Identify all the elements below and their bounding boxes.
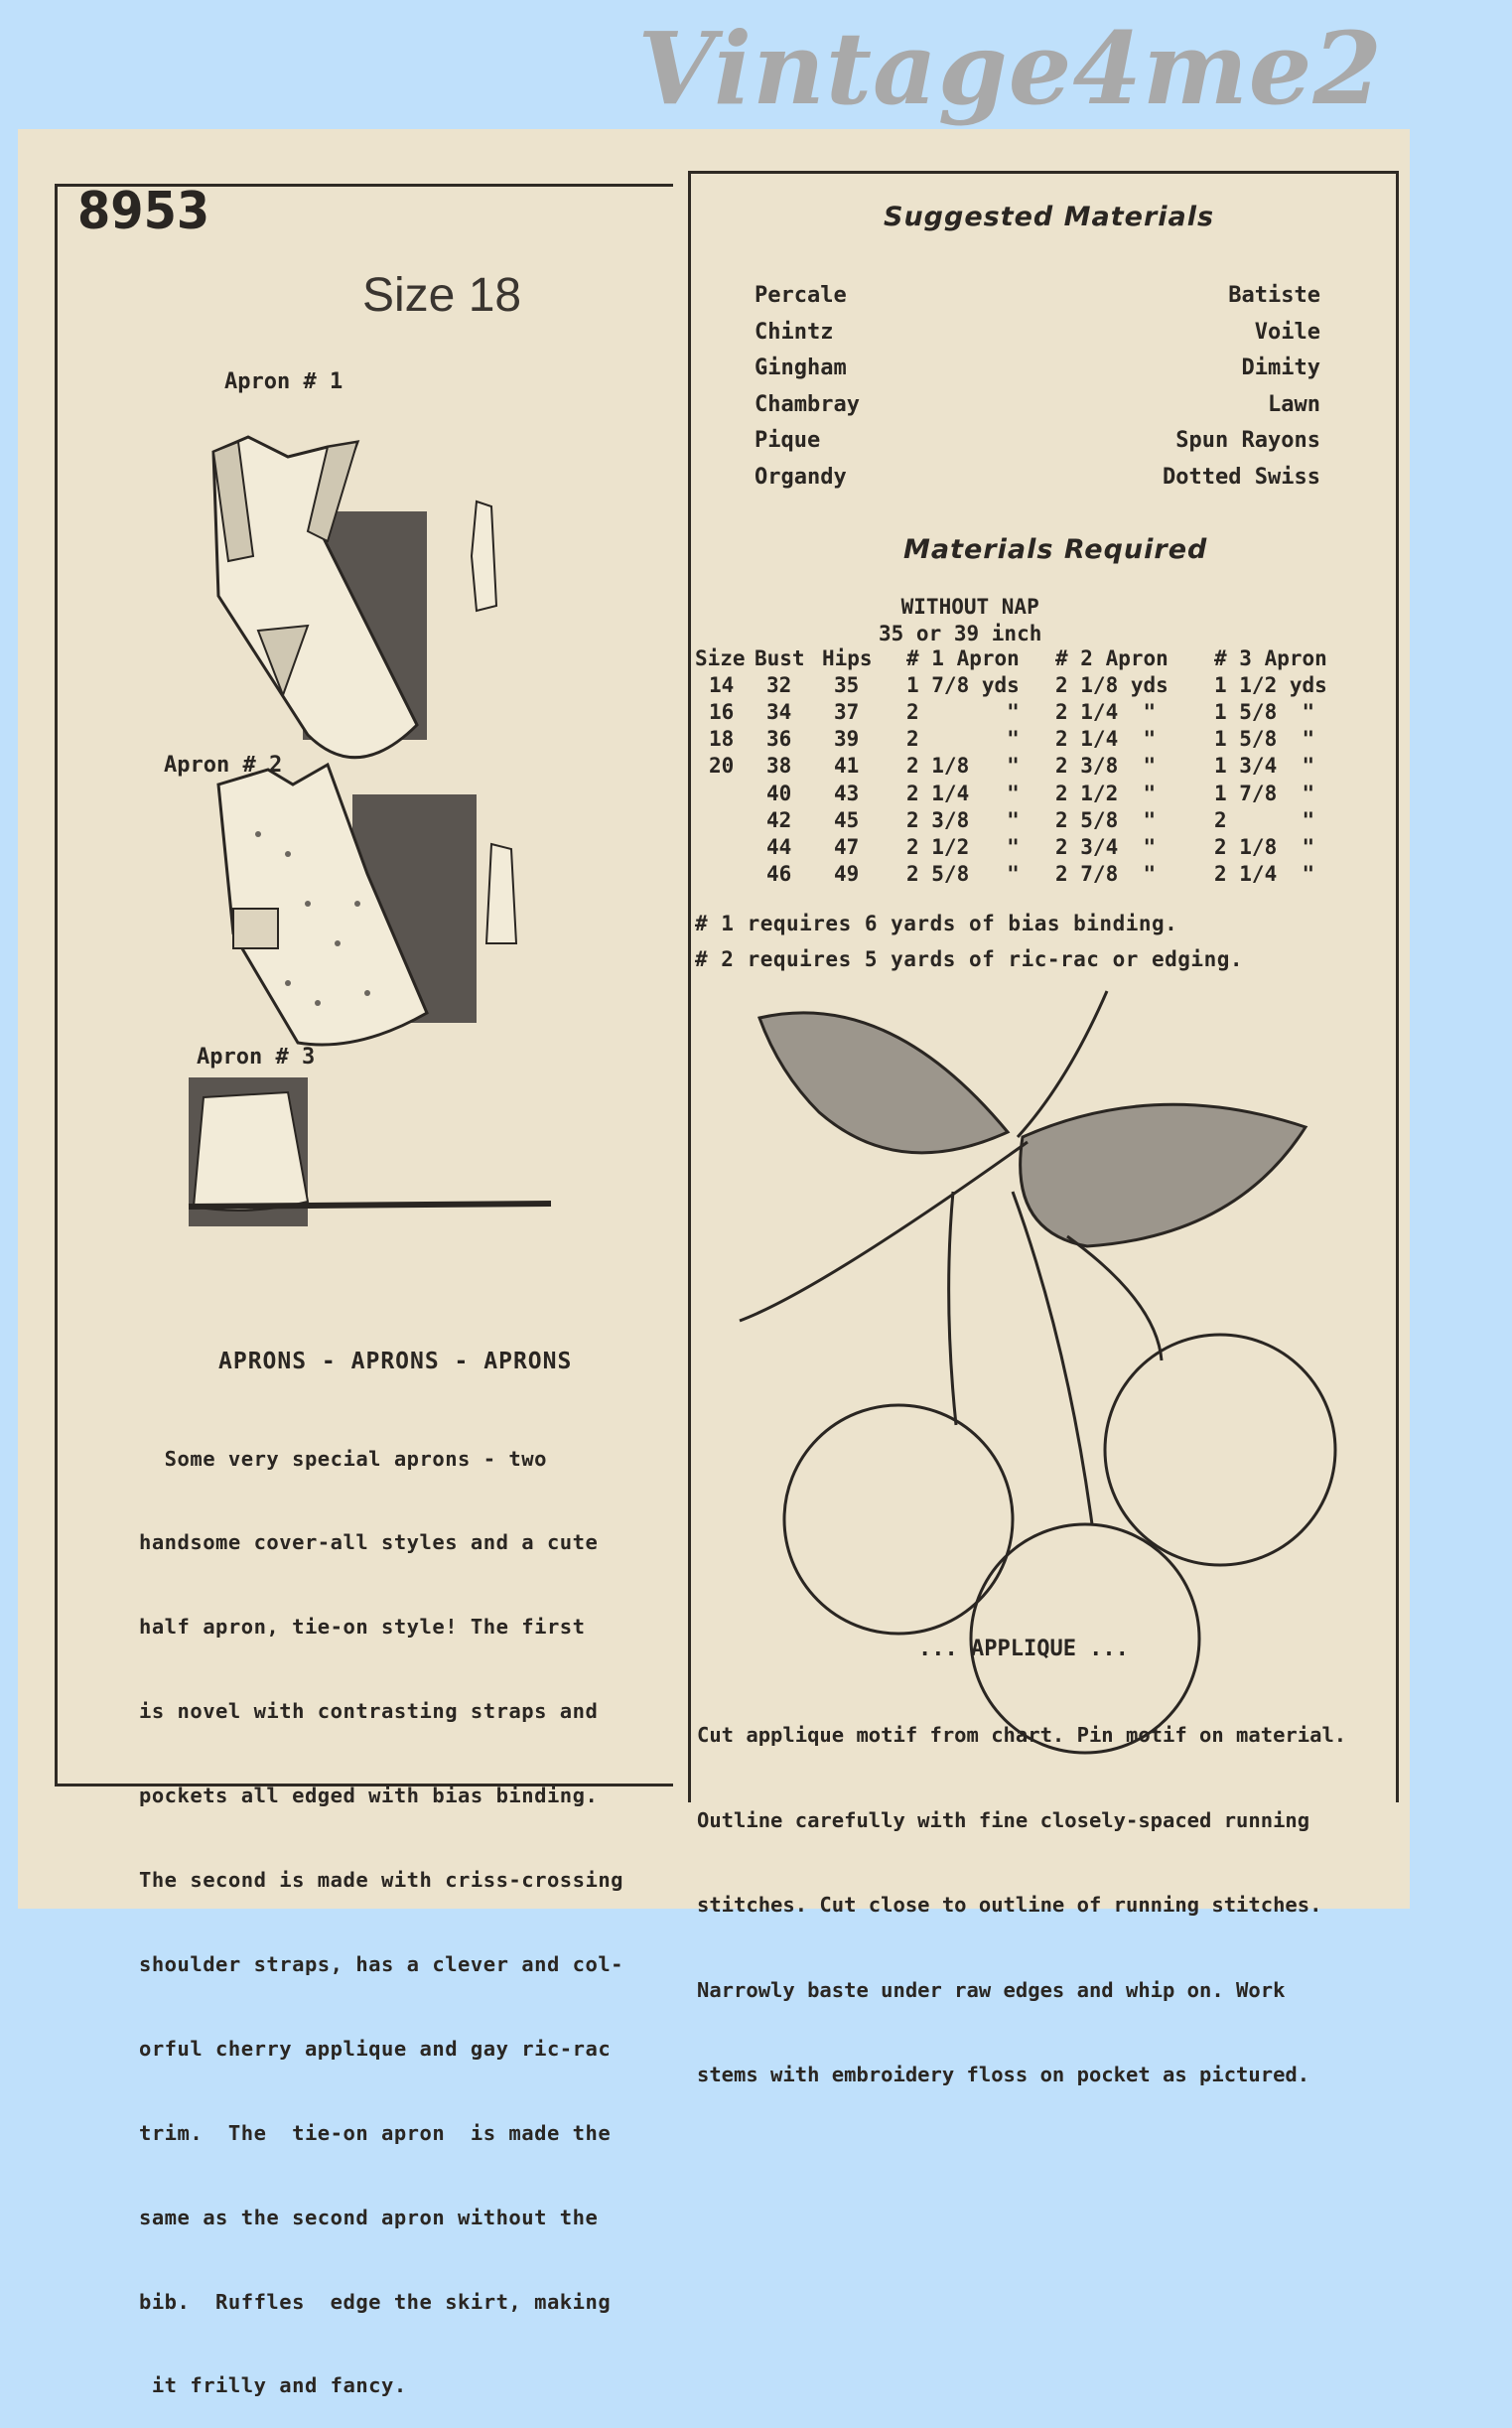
fabric-list-right	[1112, 278, 1320, 496]
table-row: 18 36 39 2 " 2 1/4 " 1 5/8 "	[709, 727, 1315, 752]
instruction-line: Narrowly baste under raw edges and whip on. Work	[697, 1977, 1286, 2002]
fabric-item: Chambray	[755, 391, 860, 417]
nap-subtitle: WITHOUT NAP	[900, 595, 1039, 619]
table-row: 44 47 2 1/2 " 2 3/4 " 2 1/8 "	[766, 834, 1315, 859]
header-apron-1: # 1 Apron	[906, 645, 1020, 670]
size-label: Size 18	[362, 269, 522, 322]
fabric-item: Voile	[1254, 319, 1320, 345]
suggested-materials-heading: Suggested Materials	[884, 202, 1215, 232]
description-title: APRONS - APRONS - APRONS	[218, 1349, 573, 1374]
description-line: Some very special aprons - two	[139, 1446, 547, 1471]
pattern-number: 8953	[77, 182, 210, 241]
fabric-width-subtitle: 35 or 39 inch	[879, 622, 1042, 645]
ric-rac-note: # 2 requires 5 yards of ric-rac or edging.	[695, 947, 1244, 971]
fabric-item: Dotted Swiss	[1163, 464, 1320, 490]
description-line: same as the second apron without the	[139, 2205, 599, 2229]
apron-2-label: Apron # 2	[164, 753, 283, 778]
header-apron-3: # 3 Apron	[1214, 645, 1327, 670]
description-line: pockets all edged with bias binding.	[139, 1784, 599, 1808]
cherry-applique-chart	[740, 983, 1385, 1629]
fabric-item: Percale	[755, 283, 847, 308]
apron-1-label: Apron # 1	[224, 369, 344, 394]
description-line: orful cherry applique and gay ric-rac	[139, 2036, 612, 2061]
fabric-item: Lawn	[1268, 391, 1320, 417]
applique-instructions	[697, 1664, 1402, 2086]
instruction-line: stems with embroidery floss on pocket as pictured.	[697, 2063, 1310, 2086]
fabric-item: Batiste	[1228, 283, 1320, 308]
description-line: The second is made with criss-crossing	[139, 1868, 623, 1893]
fabric-item: Organdy	[755, 464, 847, 490]
table-row: 46 49 2 5/8 " 2 7/8 " 2 1/4 "	[766, 862, 1315, 887]
description-line: it frilly and fancy.	[139, 2373, 407, 2398]
description-body	[139, 1388, 623, 2428]
bias-binding-note: # 1 requires 6 yards of bias binding.	[695, 912, 1178, 935]
table-row: 16 34 37 2 " 2 1/4 " 1 5/8 "	[709, 699, 1315, 724]
fabric-item: Dimity	[1241, 356, 1320, 380]
instruction-line: Outline carefully with fine closely-spaced running	[697, 1807, 1310, 1832]
apron-illustrations	[159, 407, 576, 1231]
applique-heading: ... APPLIQUE ...	[918, 1637, 1129, 1661]
instruction-line: Cut applique motif from chart. Pin motif on material.	[697, 1723, 1347, 1747]
table-row: 20 38 41 2 1/8 " 2 3/8 " 1 3/4 "	[709, 754, 1315, 779]
description-line: half apron, tie-on style! The first	[139, 1615, 586, 1640]
fabric-item: Gingham	[755, 356, 847, 380]
fabric-item: Chintz	[755, 319, 834, 345]
yardage-table	[695, 644, 1343, 888]
description-line: bib. Ruffles edge the skirt, making	[139, 2289, 612, 2314]
fabric-list-left	[755, 278, 860, 496]
fabric-item: Spun Rayons	[1175, 428, 1320, 453]
description-line: trim. The tie-on apron is made the	[139, 2120, 612, 2145]
header-apron-2: # 2 Apron	[1055, 645, 1168, 670]
header-bust: Bust	[755, 645, 805, 670]
description-line: handsome cover-all styles and a cute	[139, 1530, 599, 1555]
header-hips: Hips	[822, 645, 873, 670]
instruction-line: stitches. Cut close to outline of running stitches.	[697, 1893, 1322, 1917]
fabric-item: Pique	[755, 428, 821, 453]
header-size: Size	[695, 645, 746, 670]
watermark: Vintage4me2	[637, 10, 1383, 127]
table-row: 14 32 35 1 7/8 yds 2 1/8 yds 1 1/2 yds	[709, 672, 1327, 697]
table-row: 42 45 2 3/8 " 2 5/8 " 2 "	[766, 807, 1315, 832]
table-row: 40 43 2 1/4 " 2 1/2 " 1 7/8 "	[766, 781, 1315, 805]
table-header-row	[695, 644, 1343, 671]
materials-required-heading: Materials Required	[903, 534, 1208, 565]
description-line: shoulder straps, has a clever and col-	[139, 1951, 623, 1976]
description-line: is novel with contrasting straps and	[139, 1699, 599, 1724]
without-nap-label	[879, 594, 1042, 647]
apron-3-label: Apron # 3	[197, 1045, 316, 1070]
